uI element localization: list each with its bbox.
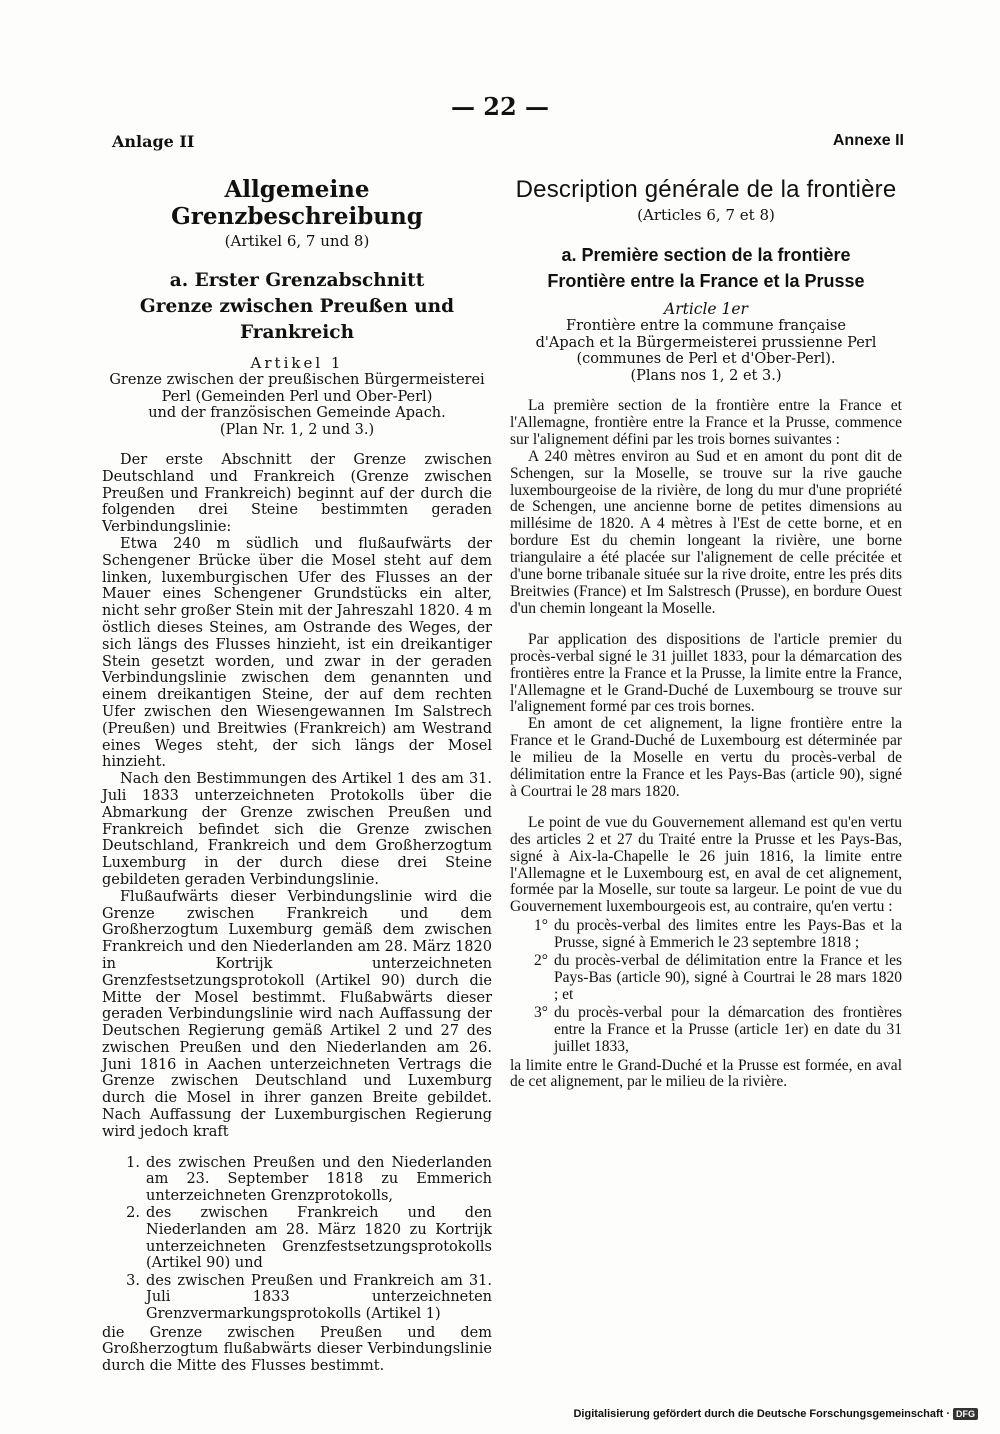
german-caption-line: Grenze zwischen der preußischen Bürgermeisterei: [109, 372, 485, 388]
list-number: 1.: [126, 1154, 140, 1171]
dfg-logo-icon: DFG: [953, 1408, 978, 1420]
list-text: du procès-verbal des limites entre les Pays-Bas et la Prusse, signé à Emmerich le 23 septembre 1818 ;: [554, 917, 902, 952]
french-closing: la limite entre le Grand-Duché et la Prusse est formée, en aval de cet alignement, par le milieu de la rivière.: [510, 1056, 902, 1091]
german-section-line1: a. Erster Grenzabschnitt: [169, 270, 425, 291]
footer-text: Digitalisierung gefördert durch die Deutsche Forschungsgemeinschaft ·: [573, 1408, 950, 1420]
list-text: des zwischen Preußen und Frankreich am 31. Juli 1833 unterzeichneten Grenzvermarkungsprotokolls (Artikel 1): [146, 1272, 492, 1323]
annex-label-fr: Annexe II: [832, 132, 904, 149]
list-text: des zwischen Preußen und den Niederlanden am 23. September 1818 zu Emmerich unterzeichneten Grenzprotokolls,: [146, 1154, 492, 1204]
list-number: 2.: [126, 1205, 140, 1222]
list-item: [102, 1155, 492, 1205]
list-number: 3.: [126, 1272, 140, 1289]
german-column: [102, 170, 492, 1375]
list-text: des zwischen Frankreich und den Niederlanden am 28. März 1820 zu Kortrijk unterzeichneten Grenzfestsetzungsprotokolls (Artikel 90) und: [146, 1205, 492, 1272]
german-closing: die Grenze zwischen Preußen und dem Großherzogtum flußabwärts dieser Verbindungslinie durch die Mitte des Flusses bestimmt.: [102, 1324, 492, 1375]
german-paragraph: Flußaufwärts dieser Verbindungslinie wird die Grenze zwischen Frankreich und dem Großherzogtum Luxemburg gemäß dem zwischen Frankreich und den Niederlanden am 28. März 1820 in Kortrijk unterzeichneten Grenzfestsetzungsprotokoll (Artikel 90) durch die Mitte der Mosel bestimmt. Flußabwärts dieser geraden Verbindungslinie wird nach Auffassung der Deutschen Regierung gemäß Artikel 2 und 27 des zwischen Preußen und den Niederlanden am 26. Juni 1816 in Aachen unterzeichneten Vertrags die Grenze zwischen Deutschland und Luxemburg durch die Mosel in ihrer ganzen Breite gebildet. Nach Auffassung der Luxemburgischen Regierung wird jedoch kraft: [102, 888, 492, 1140]
french-title: Description générale de la frontière: [515, 176, 897, 203]
french-paragraph: La première section de la frontière entre la France et l'Allemagne, frontière entre la France et la Prusse, commence sur l'alignement défini par les trois bornes suivantes :: [510, 397, 902, 448]
french-paragraph: Par application des dispositions de l'article premier du procès-verbal signé le 31 juillet 1833, pour la démarcation des frontières entre la France et la Prusse, la limite entre la France, l'Allemagne et le Grand-Duché de Luxembourg se trouve sur l'alignement formé par ces trois bornes.: [510, 630, 902, 716]
list-number: 3°: [534, 1003, 548, 1021]
list-text: du procès-verbal pour la démarcation des frontières entre la France et la Prusse (article 1er) en date du 31 juillet 1833,: [554, 1003, 902, 1055]
german-caption-line: (Plan Nr. 1, 2 und 3.): [219, 421, 375, 438]
german-paragraph: Etwa 240 m südlich und flußaufwärts der Schengener Brücke über die Mosel steht auf dem linken, luxemburgischen Ufer des Flusses an der Mauer eines Schengener Grundstücks ein alter, nicht sehr großer Stein mit der Jahreszahl 1820. 4 m östlich dieses Steines, am Ostrande des Weges, der sich längs des Flusses hinzieht, ist ein dreikantiger Stein gesetzt worden, und zwar in der geraden Verbindungslinie zwischen dem genannten und einem dreikantigen Steine, der auf dem rechten Ufer zwischen den Wiesengewannen Im Salstrech (Preußen) und Breitwies (Frankreich) am Westrand eines Weges steht, der sich längs der Mosel hinzieht.: [102, 535, 492, 771]
french-column: [510, 170, 902, 1091]
annex-label-de: Anlage II: [112, 132, 195, 151]
list-number: 2°: [534, 952, 548, 970]
french-list: [510, 918, 902, 1055]
list-item: [102, 1205, 492, 1271]
german-title: Allgemeine Grenzbeschreibung: [171, 176, 423, 230]
german-caption-line: und der französischen Gemeinde Apach.: [148, 405, 446, 421]
french-section-line1: a. Première section de la frontière: [561, 245, 851, 265]
german-paragraph: Der erste Abschnitt der Grenze zwischen Deutschland und Frankreich (Grenze zwischen Preußen und Frankreich) beginnt auf der durch die folgenden drei Steine bestimmten geraden Verbindungslinie:: [102, 452, 492, 536]
german-paragraph: Nach den Bestimmungen des Artikel 1 des am 31. Juli 1833 unterzeichneten Protokolls über die Abmarkung der Grenze zwischen Preußen und Frankreich befindet sich die Grenze zwischen Deutschland, Frankreich und dem Großherzogtum Luxemburg in der durch diese drei Steine gebildeten geraden Verbindungslinie.: [102, 771, 492, 888]
german-body: [102, 452, 492, 1141]
german-article-heading: Artikel 1: [250, 354, 344, 372]
list-item: [102, 1273, 492, 1323]
list-item: [510, 1005, 902, 1056]
page-number: — 22 —: [450, 92, 550, 121]
french-article-caption: [510, 318, 902, 384]
footer-credit: [573, 1408, 978, 1420]
french-paragraph: En amont de cet alignement, la ligne frontière entre la France et le Grand-Duché de Luxembourg est déterminée par le milieu de la Moselle en vertu du procès-verbal de délimitation entre la France et les Pays-Bas (article 90), signé à Courtrai le 28 mars 1820.: [510, 715, 902, 800]
french-caption-line: d'Apach et la Bürgermeisterei prussienne Perl: [535, 334, 877, 351]
french-body: [510, 398, 902, 916]
list-text: du procès-verbal de délimitation entre la France et les Pays-Bas (article 90), signé à Courtrai le 28 mars 1820 ; et: [554, 952, 902, 1003]
french-caption-line: (Plans nos 1, 2 et 3.): [630, 367, 782, 384]
french-paragraph: Le point de vue du Gouvernement allemand est qu'en vertu des articles 2 et 27 du Traité entre la Prusse et les Pays-Bas, signé à Aix-la-Chapelle le 26 juin 1816, la limite entre l'Allemagne et le Luxembourg est, en aval de cet alignement, formée par la Moselle, sur toute sa largeur. Le point de vue du Gouvernement luxembourgeois est, au contraire, qu'en vertu :: [510, 813, 902, 916]
french-caption-line: (communes de Perl et d'Ober-Perl).: [576, 351, 836, 367]
german-section-line2: Grenze zwischen Preußen und Frankreich: [139, 296, 455, 343]
german-subtitle: (Artikel 6, 7 und 8): [224, 232, 370, 250]
french-section-line2: Frontière entre la France et la Prusse: [547, 271, 865, 291]
list-number: 1°: [534, 917, 548, 935]
list-item: [510, 953, 902, 1004]
german-caption-line: Perl (Gemeinden Perl und Ober-Perl): [161, 388, 433, 405]
list-item: [510, 918, 902, 952]
french-caption-line: Frontière entre la commune française: [566, 318, 846, 334]
french-article-heading: Article 1er: [664, 300, 748, 318]
french-subtitle: (Articles 6, 7 et 8): [637, 206, 775, 224]
german-article-caption: [102, 372, 492, 438]
german-list: [102, 1155, 492, 1323]
french-paragraph: A 240 mètres environ au Sud et en amont du pont dit de Schengen, sur la Moselle, se trouve sur la rive gauche luxembourgeoise de la rivière, de long du mur d'une propriété de Schengen, une ancienne borne de petites dimensions au millésime de 1820. A 4 mètres à l'Est de cette borne, et en bordure Est du chemin longeant la rivière, une borne triangulaire a été placée sur l'alignement de celle précitée et d'une borne tribanale située sur la rive droite, entre les prés dits Breitwies (France) et Im Salstresch (Prusse), en bordure Ouest d'un chemin longeant la Moselle.: [510, 447, 902, 617]
